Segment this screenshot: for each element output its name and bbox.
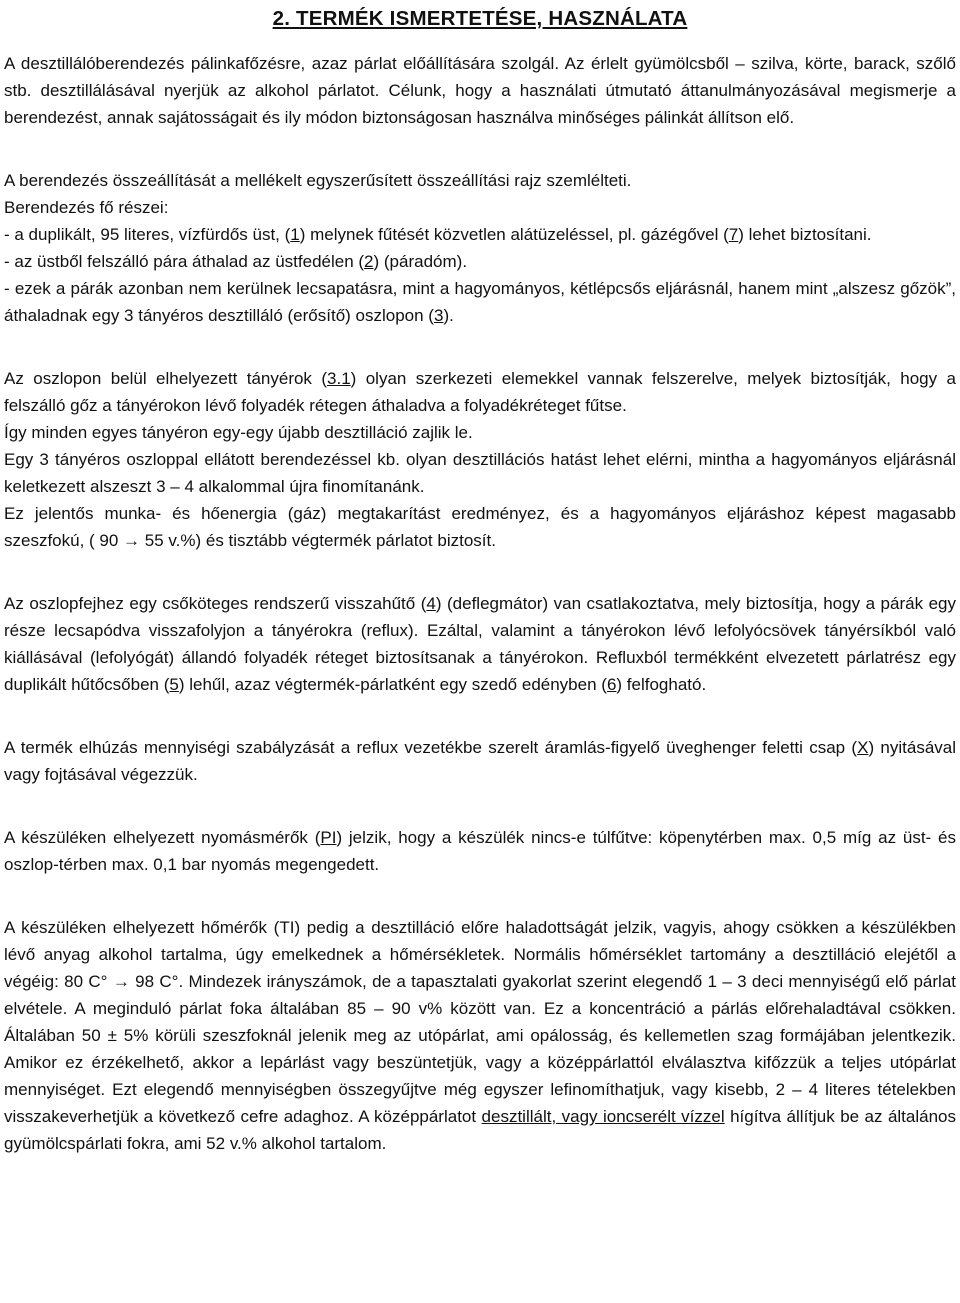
- reflux-paragraph: [4, 590, 956, 698]
- part-2-text: - az üstből felszálló pára áthalad az üstfedélen (: [4, 252, 365, 271]
- ref-pi: PI: [320, 828, 337, 847]
- document-page: [4, 0, 956, 1157]
- pressure-text: A készüléken elhelyezett nyomásmérők (: [4, 828, 321, 847]
- flow-text: ) nyitásával vagy fojtásával végezzük.: [4, 738, 957, 784]
- parts-heading: [4, 194, 956, 221]
- reflux-text: ) felfogható.: [616, 675, 707, 694]
- flow-paragraph: [4, 734, 956, 788]
- plates-line-2-text: Így minden egyes tányéron egy-egy újabb desztilláció zajlik le.: [4, 423, 473, 442]
- plates-line-4-text: Ez jelentős munka- és hőenergia (gáz) megtakarítást eredményez, és a hagyományos eljáráshoz képest magasabb szeszfokú, ( 90 → 55 v.%) és tisztább végtermék párlatot biztosít.: [4, 504, 956, 550]
- plates-paragraph: [4, 365, 956, 419]
- pressure-paragraph: [4, 824, 956, 878]
- ref-4: 4: [426, 594, 436, 613]
- plates-text: Az oszlopon belül elhelyezett tányérok (: [4, 369, 328, 388]
- ref-3-1: 3.1: [327, 369, 351, 388]
- intro-paragraph: [4, 50, 956, 131]
- parts-heading-text: Berendezés fő részei:: [4, 198, 169, 217]
- temperature-paragraph: [4, 914, 956, 1157]
- temperature-text: A készüléken elhelyezett hőmérők (TI) pedig a desztilláció előre haladottságát jelzik, vagyis, ahogy csökken a készülékben lévő anyag alkohol tartalma, úgy emelkednek a hőmérsékletek. Normális hőmérséklet tartomány a desztilláció elejétől a végéig: 80 C° → 98 C°. Mindezek irányszámok, de a tapasztalati gyakorlat szerint elegendő 1 – 3 deci mennyiségű elő párlat elvétele. A meginduló párlat foka általában 85 – 90 v% között van. Ez a koncentráció a párlás előrehaladtával csökken. Általában 50 ± 5% körüli szeszfoknál jelenik meg az utópárlat, ami opálosság, és kellemetlen szag formájában jelentkezik. Amikor ez érzékelhető, akkor a lepárlást vagy beszüntetjük, vagy a középpárlattól elválasztva kifőzzük a teljes utópárlat mennyiséget. Ezt elegendő mennyiségben összegyűjtve még egyszer lefinomíthatjuk, vagy kisebb, 2 – 4 literes tételekben visszakeverhetjük a következő cefre adaghoz. A középpárlatot: [4, 918, 956, 1126]
- flow-text: A termék elhúzás mennyiségi szabályzását a reflux vezetékbe szerelt áramlás-figyelő üveghenger feletti csap (: [4, 738, 858, 757]
- part-3-text: ).: [443, 306, 454, 325]
- reflux-text: Az oszlopfejhez egy csőköteges rendszerű visszahűtő (: [4, 594, 427, 613]
- part-1-text: ) lehet biztosítani.: [738, 225, 872, 244]
- assembly-text: A berendezés összeállítását a mellékelt egyszerűsített összeállítási rajz szemlélteti.: [4, 171, 632, 190]
- ref-3: 3: [433, 306, 444, 325]
- ref-1: 1: [290, 225, 300, 244]
- ref-2: 2: [364, 252, 374, 271]
- plates-line-4: [4, 500, 956, 554]
- reflux-text: ) lehűl, azaz végtermék-párlatként egy szedő edényben (: [178, 675, 607, 694]
- ref-7: 7: [728, 225, 739, 244]
- part-1-text: ) melynek fűtését közvetlen alátüzeléssel, pl. gázégővel (: [299, 225, 729, 244]
- pressure-text: ) jelzik, hogy a készülék nincs-e túlfűtve: köpenytérben max. 0,5 míg az üst- és oszlop-térben max. 0,1 bar nyomás megengedett.: [4, 828, 956, 874]
- intro-text: A desztillálóberendezés pálinkafőzésre, azaz párlat előállítására szolgál. Az érlelt gyümölcsből – szilva, körte, barack, szőlő stb. desztillálásával nyerjük az alkohol párlatot. Célunk, hogy a használati útmutató áttanulmányozásával megismerje a berendezést, annak sajátosságait és ily módon biztonságosan használva minőséges pálinkát állítson elő.: [4, 54, 956, 127]
- section-title: 2. TERMÉK ISMERTETÉSE, HASZNÁLATA: [272, 7, 688, 30]
- ref-5: 5: [169, 675, 179, 694]
- plates-text: ) olyan szerkezeti elemekkel vannak felszerelve, melyek biztosítják, hogy a felszálló gőz a tányérokon lévő folyadék rétegen áthaladva a folyadékréteget fűtse.: [4, 369, 956, 415]
- part-3: [4, 275, 956, 329]
- part-2: [4, 248, 956, 275]
- assembly-paragraph: [4, 167, 956, 194]
- part-1: [4, 221, 956, 248]
- plates-line-3: [4, 446, 956, 500]
- plates-line-2: [4, 419, 956, 446]
- part-3-text: - ezek a párák azonban nem kerülnek lecsapatásra, mint a hagyományos, kétlépcsős eljárásnál, hanem mint „alszesz gőzök”, áthaladnak egy 3 tányéros desztilláló (erősítő) oszlopon (: [4, 279, 956, 325]
- ref-6: 6: [606, 675, 617, 694]
- ref-x: X: [857, 738, 869, 757]
- plates-line-3-text: Egy 3 tányéros oszloppal ellátott berendezéssel kb. olyan desztillációs hatást lehet elérni, mintha a hagyományos eljárásnál keletkezett alszeszt 3 – 4 alkalommal újra finomítanánk.: [4, 450, 956, 496]
- part-1-text: - a duplikált, 95 literes, vízfürdős üst, (: [4, 225, 291, 244]
- reflux-text: ) (deflegmátor) van csatlakoztatva, mely biztosítja, hogy a párák egy része lecsapódva visszafolyjon a tányérokra (reflux). Ezáltal, valamint a tányérokon lévő lefolyócsövek tányérsíkból való kiállásával (lefolyógát) állandó folyadék réteget biztosítsanak a tányérokon. Refluxból termékként elvezetett párlatrész egy duplikált hűtőcsőben (: [4, 594, 956, 694]
- water-note: desztillált, vagy ioncserélt vízzel: [481, 1107, 725, 1126]
- temperature-text: hígítva állítjuk be az általános gyümölcspárlati fokra, ami 52 v.% alkohol tartalom.: [4, 1107, 956, 1153]
- part-2-text: ) (páradóm).: [373, 252, 468, 271]
